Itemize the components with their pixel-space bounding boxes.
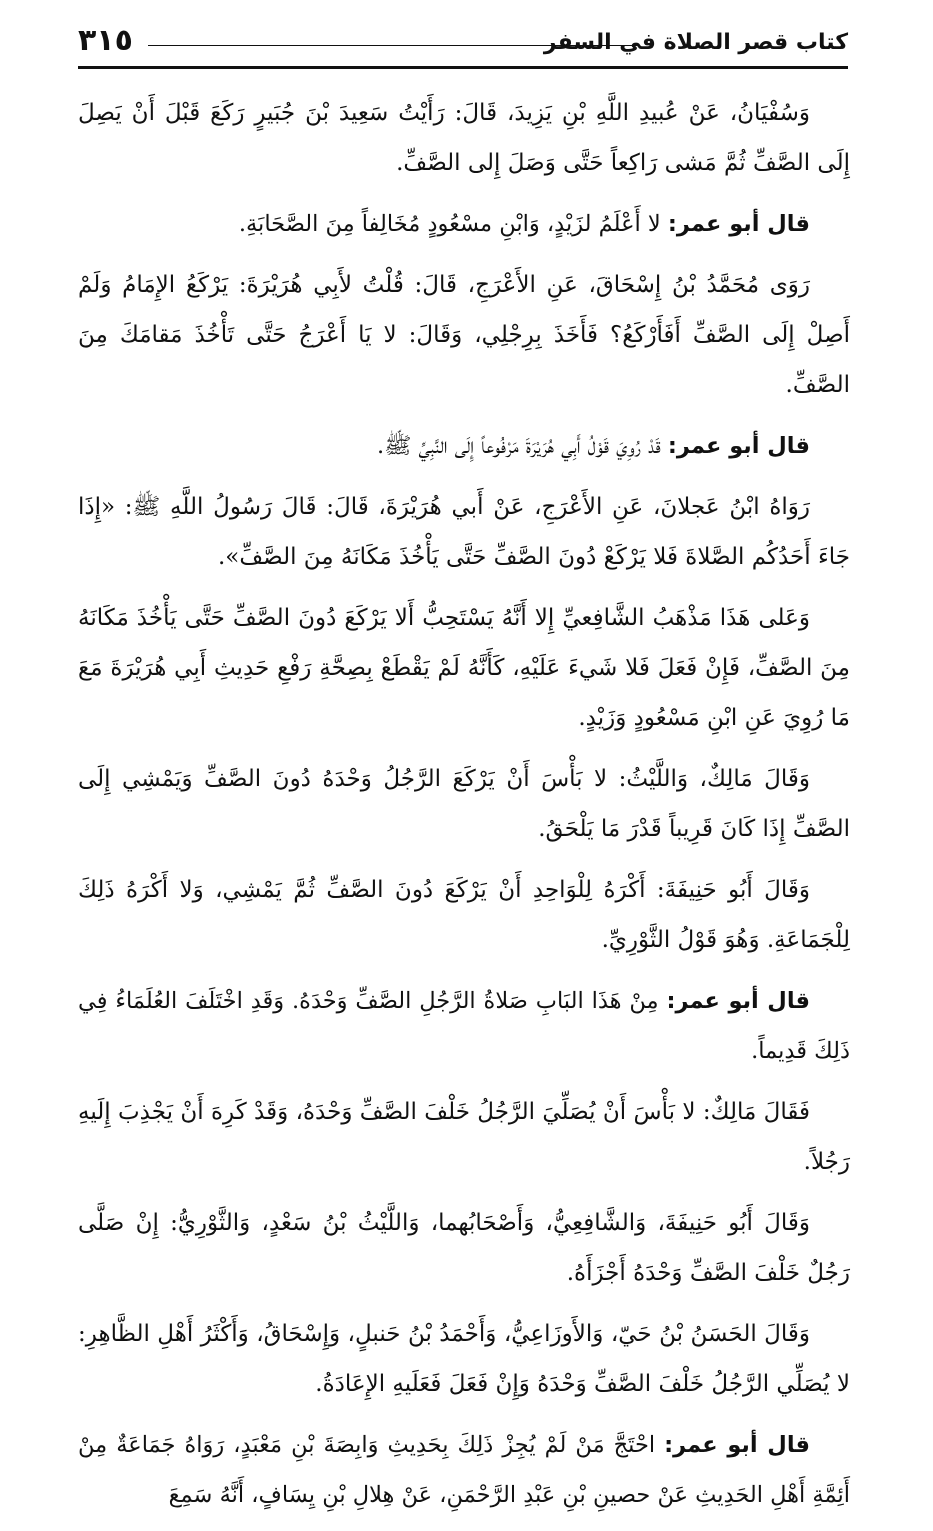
paragraph-text: احْتَجَّ مَنْ لَمْ يُجِزْ ذَلِكَ بِحَدِيثِ وَابِصَةَ بْنِ مَعْبَدٍ، رَوَاهُ جَمَاعَةٌ مِنْ أَئِمَّةِ أَهْلِ الحَدِيثِ عَنْ حصينِ بْنِ عَبْدِ الرَّحْمَنِ، عَنْ هِلالِ بْنِ يِسَافٍ، أَنَّهُ سَمِعَ <box>78 1432 850 1508</box>
paragraph-text: وَقَالَ أَبُو حَنِيفَةَ: أَكْرَهُ لِلْوَاحِدِ أَنْ يَرْكَعَ دُونَ الصَّفِّ ثُمَّ يَمْشِي، وَلا أَكْرَهُ ذَلِكَ لِلْجَمَاعَةِ. وَهُوَ قَوْلُ الثَّوْرِيِّ. <box>78 877 850 953</box>
running-header <box>78 20 848 69</box>
paragraph-heading-label: قال أبو عمر: <box>664 1432 810 1458</box>
paragraph-text: فَقَالَ مَالِكٌ: لا بَأْسَ أَنْ يُصَلِّيَ الرَّجُلُ خَلْفَ الصَّفِّ وَحْدَهُ، وَقَدْ كَرِهَ أَنْ يَجْذِبَ إِلَيهِ رَجُلاً. <box>78 1099 850 1175</box>
paragraph-text: رَوَاهُ ابْنُ عَجلانَ، عَنِ الأَعْرَجِ، عَنْ أَبي هُرَيْرَةَ، قَالَ: قَالَ رَسُولُ اللَّهِ ﷺ: «إِذَا جَاءَ أَحَدُكُم الصَّلاةَ فَلا يَرْكَعْ دُونَ الصَّفِّ حَتَّى يَأْخُذَ مَكَانَهُ مِنَ الصَّفِّ». <box>78 494 850 570</box>
paragraph <box>78 976 850 1076</box>
paragraph <box>78 1309 850 1409</box>
paragraph-text: قَدْ رُوِيَ قَوْلُ أَبِي هُرَيْرَةَ مَرْفُوعاً إِلَى النَّبِيِّ ﷺ. <box>377 433 668 459</box>
book-title: كتاب قصر الصلاة في السفر <box>543 30 848 55</box>
paragraph-text: وَعَلى هَذَا مَذْهَبُ الشَّافِعيِّ إِلا أَنَّهُ يَسْتَحِبُّ أَلا يَرْكَعَ دُونَ الصَّفِّ حَتَّى يَأْخُذَ مَكَانَهُ مِنَ الصَّفِّ، فَإِنْ فَعَلَ فَلا شَيءَ عَلَيْهِ، كَأَنَّهُ لَمْ يَقْطَعْ بِصِحَّةِ رَفْعِ حَدِيثِ أَبِي هُرَيْرَةَ مَعَ مَا رُوِيَ عَنِ ابْنِ مَسْعُودٍ وَزَيْدٍ. <box>78 605 850 731</box>
paragraph-text: رَوَى مُحَمَّدُ بْنُ إِسْحَاقَ، عَنِ الأَعْرَجِ، قَالَ: قُلْتُ لأَبِي هُرَيْرَةَ: يَرْكَعُ الإِمَامُ وَلَمْ أَصِلْ إِلَى الصَّفِّ أَفَأَرْكَعُ؟ فَأَخَذَ بِرِجْلِي، وَقَالَ: لا يَا أَعْرَجُ حَتَّى تَأْخُذَ مَقامَكَ مِنَ الصَّفِّ. <box>78 272 850 398</box>
paragraph-text: لا أَعْلَمُ لزَيْدٍ، وَابْنِ مسْعُودٍ مُخَالِفاً مِنَ الصَّحَابَةِ. <box>238 211 668 237</box>
paragraph <box>78 199 850 249</box>
paragraph <box>78 593 850 743</box>
paragraph-text: مِنْ هَذَا البَابِ صَلاةُ الرَّجُلِ الصَّفِّ وَحْدَهُ. وَقَدِ اخْتَلَفَ العُلَمَاءُ فِي ذَلِكَ قَدِيماً. <box>78 988 850 1064</box>
main-text <box>78 88 850 1531</box>
paragraph-text: وَقَالَ الحَسَنُ بْنُ حَيّ، وَالأَوزَاعِيُّ، وَأَحْمَدُ بْنُ حَنبلٍ، وَإِسْحَاقُ، وَأَكْثَرُ أَهْلِ الظَّاهِرِ: لا يُصَلِّي الرَّجُلُ خَلْفَ الصَّفِّ وَحْدَهُ وَإِنْ فَعَلَ فَعَلَيهِ الإِعَادَةُ. <box>78 1321 850 1397</box>
paragraph <box>78 1087 850 1187</box>
paragraph <box>78 754 850 854</box>
paragraph <box>78 260 850 410</box>
paragraph <box>78 1420 850 1520</box>
paragraph <box>78 88 850 188</box>
paragraph <box>78 482 850 582</box>
paragraph-text: وَقَالَ مَالِكٌ، وَاللَّيْثُ: لا بَأْسَ أَنْ يَرْكَعَ الرَّجُلُ وَحْدَهُ دُونَ الصَّفِّ وَيَمْشِي إِلَى الصَّفِّ إِذَا كَانَ قَرِيباً قَدْرَ مَا يَلْحَقُ. <box>78 766 850 842</box>
paragraph-text: وَسُفْيَانُ، عَنْ عُبيدِ اللَّهِ بْنِ يَزِيدَ، قَالَ: رَأَيْتُ سَعِيدَ بْنَ جُبَيرٍ رَكَعَ قَبْلَ أَنْ يَصِلَ إِلَى الصَّفِّ ثُمَّ مَشى رَاكِعاً حَتَّى وَصَلَ إِلى الصَّفِّ. <box>78 100 850 176</box>
paragraph-heading-label: قال أبو عمر: <box>667 211 810 237</box>
paragraph-text: وَقَالَ أَبُو حَنِيفَةَ، وَالشَّافِعِيُّ، وَأَصْحَابُهما، وَاللَّيْثُ بْنُ سَعْدٍ، وَالثَّوْرِيُّ: إِنْ صَلَّى رَجُلٌ خَلْفَ الصَّفِّ وَحْدَهُ أَجْزَأَهُ. <box>78 1210 850 1286</box>
paragraph <box>78 1198 850 1298</box>
paragraph <box>78 421 850 471</box>
header-rule <box>148 45 638 46</box>
paragraph-heading-label: قال أبو عمر: <box>666 988 810 1014</box>
page-number: ٣١٥ <box>78 23 133 58</box>
paragraph <box>78 865 850 965</box>
paragraph-heading-label: قال أبو عمر: <box>667 433 810 459</box>
